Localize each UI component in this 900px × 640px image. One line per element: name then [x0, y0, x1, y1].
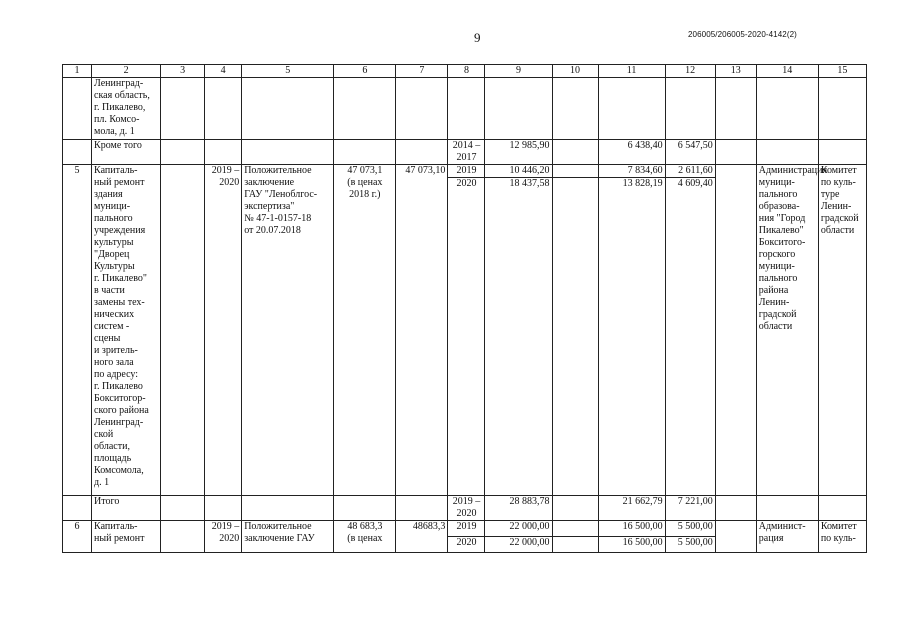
total-cost-cell: 10 446,20 [485, 165, 552, 178]
table-row-item-5-2019 [63, 165, 867, 178]
period-cell: 2014 – 2017 [448, 140, 485, 165]
page-number: 9 [474, 30, 481, 45]
customer-cell: Администрация муници- пального образова- ния "Город Пикалево" Бокситого- горского муници- пального района Ленин- градской области [756, 165, 818, 496]
expertise-conclusion: Положительное заключение ГАУ "Леноблгос- экспертиза" № 47-1-0157-18 от 20.07.2018 [242, 165, 334, 496]
column-header: 7 [396, 65, 448, 78]
remaining-cost: 47 073,10 [396, 165, 448, 496]
total-cost-cell: 12 985,90 [485, 140, 552, 165]
table-row-item-6-2019 [63, 521, 867, 537]
column-header: 5 [242, 65, 334, 78]
table-row-total [63, 496, 867, 521]
customer-cell: Админист- рация [756, 521, 818, 553]
table-row-address-continuation [63, 78, 867, 140]
total-cost-cell: 18 437,58 [485, 178, 552, 496]
estimated-cost: 47 073,1 (в ценах 2018 г.) [334, 165, 396, 496]
estimated-cost: 48 683,3 (в ценах [334, 521, 396, 553]
expertise-conclusion: Положительное заключение ГАУ [242, 521, 334, 553]
column-header: 9 [485, 65, 552, 78]
total-cost-cell: 22 000,00 [485, 521, 552, 537]
document-reference: 206005/206005-2020-4142(2) [688, 30, 797, 39]
regional-cost-cell: 5 500,00 [665, 537, 715, 553]
column-header: 8 [448, 65, 485, 78]
item-number: 5 [63, 165, 92, 496]
year-cell: 2020 [448, 178, 485, 496]
column-header: 14 [756, 65, 818, 78]
program-table [62, 64, 867, 553]
federal-cost-cell: 16 500,00 [598, 537, 665, 553]
regional-cost-cell: 6 547,50 [665, 140, 715, 165]
period-cell: 2019 – 2020 [448, 496, 485, 521]
total-cost-cell: 22 000,00 [485, 537, 552, 553]
column-header: 6 [334, 65, 396, 78]
object-description: Капиталь- ный ремонт здания муници- пального учреждения культуры "Дворец Культуры г. Пикалево" в части замены тех- нических систем - сцены и зритель- ного зала по адресу: г. Пикалево Бокситогор- ского района Ленинград- ской области, площадь Комсомола, д. 1 [92, 165, 161, 496]
implementation-period: 2019 – 2020 [205, 165, 242, 496]
year-cell: 2020 [448, 537, 485, 553]
object-description: Капиталь- ный ремонт [92, 521, 161, 553]
table-row-except [63, 140, 867, 165]
total-cost-cell: 28 883,78 [485, 496, 552, 521]
row-label: Кроме того [92, 140, 161, 165]
responsible-cell: Комитет по куль- туре Ленин- градской области [818, 165, 866, 496]
item-number: 6 [63, 521, 92, 553]
column-header: 1 [63, 65, 92, 78]
column-header: 13 [715, 65, 756, 78]
address-cell: Ленинград- ская область, г. Пикалево, пл. Комсо- мола, д. 1 [92, 78, 161, 140]
column-number-row [63, 65, 867, 78]
column-header: 3 [161, 65, 205, 78]
regional-cost-cell: 7 221,00 [665, 496, 715, 521]
column-header: 10 [552, 65, 598, 78]
column-header: 4 [205, 65, 242, 78]
implementation-period: 2019 – 2020 [205, 521, 242, 553]
column-header: 12 [665, 65, 715, 78]
column-header: 2 [92, 65, 161, 78]
year-cell: 2019 [448, 521, 485, 537]
column-header: 15 [818, 65, 866, 78]
federal-cost-cell: 21 662,79 [598, 496, 665, 521]
regional-cost-cell: 2 611,60 [665, 165, 715, 178]
federal-cost-cell: 16 500,00 [598, 521, 665, 537]
column-header: 11 [598, 65, 665, 78]
regional-cost-cell: 5 500,00 [665, 521, 715, 537]
federal-cost-cell: 7 834,60 [598, 165, 665, 178]
year-cell: 2019 [448, 165, 485, 178]
regional-cost-cell: 4 609,40 [665, 178, 715, 496]
remaining-cost: 48683,3 [396, 521, 448, 553]
federal-cost-cell: 6 438,40 [598, 140, 665, 165]
responsible-cell: Комитет по куль- [818, 521, 866, 553]
federal-cost-cell: 13 828,19 [598, 178, 665, 496]
row-label: Итого [92, 496, 161, 521]
